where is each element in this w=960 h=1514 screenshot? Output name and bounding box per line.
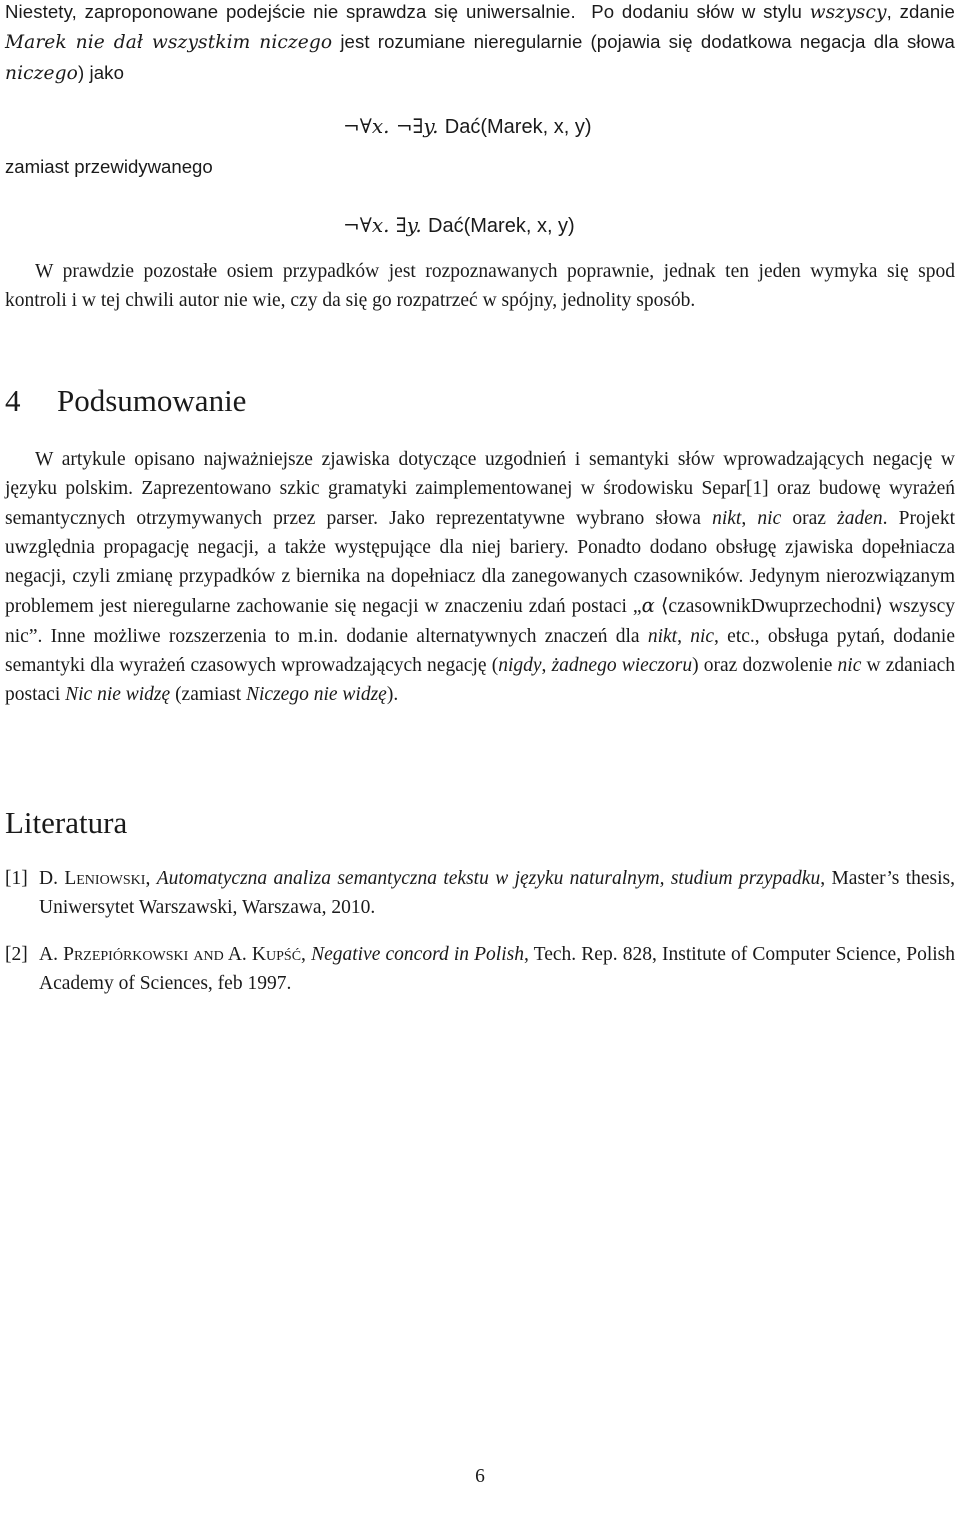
formula-expected (343, 213, 575, 238)
reference-details: , Tech. Rep. 828, Institute of Computer Science, Polish Academy of Sciences, feb 1997. (39, 943, 955, 994)
word-nic-3: nic (837, 655, 862, 677)
reference-title: Negative concord in Polish (311, 943, 524, 965)
intro-sentence-2a: Po dodaniu słów w stylu (591, 1, 802, 22)
intro-sentence-1: Niestety, zaproponowane podejście nie sprawdza się uniwersalnie. (5, 1, 576, 22)
word-oraz: oraz (792, 507, 826, 529)
paragraph-remaining-cases: W prawdzie pozostałe osiem przypadków jest rozpoznawanych poprawnie, jednak ten jeden wymyka się spod kontroli i w tej chwili autor nie wie, czy da się go rozpatrzeć w spójny, jednolity sposób. (5, 261, 955, 312)
summary-text-4: , etc., obsługa pytań, dodanie semantyki dla wyrażeń czasowych wprowadzających negację ( (5, 625, 955, 677)
intro-sentence-2b: , zdanie (886, 1, 955, 22)
reference-author: D. Leniowski (39, 868, 146, 889)
word-nikt: nikt (712, 507, 742, 529)
formula-2-quantifiers: ¬∀x. ∃y. (343, 213, 422, 237)
word-nic-2: nic (690, 625, 715, 647)
comma: , (741, 507, 747, 529)
summary-text-7: (zamiast (175, 684, 242, 706)
summary-text-8: ). (386, 684, 399, 706)
word-zaden: żaden (837, 507, 883, 529)
reference-list (5, 864, 955, 1015)
section-title: Podsumowanie (57, 383, 247, 418)
intro-sentence-2c: jest rozumiane nieregularnie (pojawia się dodatkowa negacja dla słowa (340, 31, 955, 53)
formula-2-predicate: Dać(Marek, x, y) (428, 215, 575, 237)
summary-text-3: ⟨czasownikDwuprzechodni⟩ wszyscy nic”. Inne możliwe rozszerzenia to m.in. dodanie alternatywnych znaczeń dla (5, 596, 955, 647)
intro-paragraph (5, 0, 955, 88)
reference-key: [2] (5, 943, 28, 965)
formula-irregular (343, 114, 591, 139)
literatura-heading: Literatura (5, 805, 128, 840)
word-niczego: niczego (5, 62, 78, 84)
intro-sentence-2d: ) jako (77, 61, 125, 83)
summary-text-6: w zdaniach postaci (5, 655, 956, 706)
summary-text-5: ) oraz dozwolenie (692, 655, 833, 677)
phrase-nic-nie-widze: Nic nie widzę (65, 684, 171, 706)
phrase-niczego-nie-widze: Niczego nie widzę (246, 684, 387, 706)
reference-author: A. Przepiórkowski and A. Kupść (39, 943, 302, 965)
formula-1-predicate: Dać(Marek, x, y) (444, 116, 592, 138)
reference-item: [1] D. Leniowski, Automatyczna analiza semantyczna tekstu w języku naturalnym, studium przypadku, Master’s thesis, Uniwersytet Warszawski, Warszawa, 2010. (5, 864, 955, 923)
alpha-symbol: α (641, 594, 655, 618)
page-number: 6 (475, 1466, 485, 1487)
word-wszyscy: wszyscy (809, 2, 887, 23)
comma: , (677, 625, 682, 647)
reference-title: Automatyczna analiza semantyczna tekstu w języku naturalnym, studium przypadku (156, 868, 821, 889)
word-nigdy: nigdy (498, 655, 542, 677)
phrase-zadnego-wieczoru: żadnego wieczoru (551, 655, 693, 677)
section-heading (5, 383, 246, 419)
summary-paragraph (5, 445, 955, 710)
reference-key: [1] (5, 868, 28, 889)
word-nikt-2: nikt (647, 625, 678, 647)
comma: , (541, 655, 547, 677)
reference-item: [2] A. Przepiórkowski and A. Kupść, Negative concord in Polish, Tech. Rep. 828, Institute of Computer Science, Polish Academy of Sciences, feb 1997. (5, 940, 955, 999)
section-number: 4 (5, 383, 21, 418)
summary-text-1: W artykule opisano najważniejsze zjawiska dotyczące uzgodnień i semantyki słów wprowadzających negację w języku polskim. Zaprezentowano szkic gramatyki zaimplementowanej w środowisku Separ[1] oraz budowę wyrażeń semantycznych otrzymywanych przez parser. Jako reprezentatywne wybrano słowa (5, 449, 955, 529)
example-sentence: Marek nie dał wszystkim niczego (5, 32, 333, 54)
reference-details: , Master’s thesis, Uniwersytet Warszawski, Warszawa, 2010. (39, 868, 956, 919)
zamiast-label: zamiast przewidywanego (5, 156, 213, 177)
formula-1-quantifiers: ¬∀x. ¬∃y. (343, 114, 439, 138)
word-nic: nic (757, 507, 782, 529)
summary-text-2: . Projekt uwzględnia propagację negacji, a także występujące dla niej bariery. Ponadto dodano obsługę zjawiska dopełniacza negacji, czyli zmianę przypadków z biernika na dopełniacz dla zanegowanych czasowników. Jedynym nierozwiązanym problemem jest nieregularne zachowanie się negacji w znaczeniu zdań postaci „ (5, 507, 956, 618)
